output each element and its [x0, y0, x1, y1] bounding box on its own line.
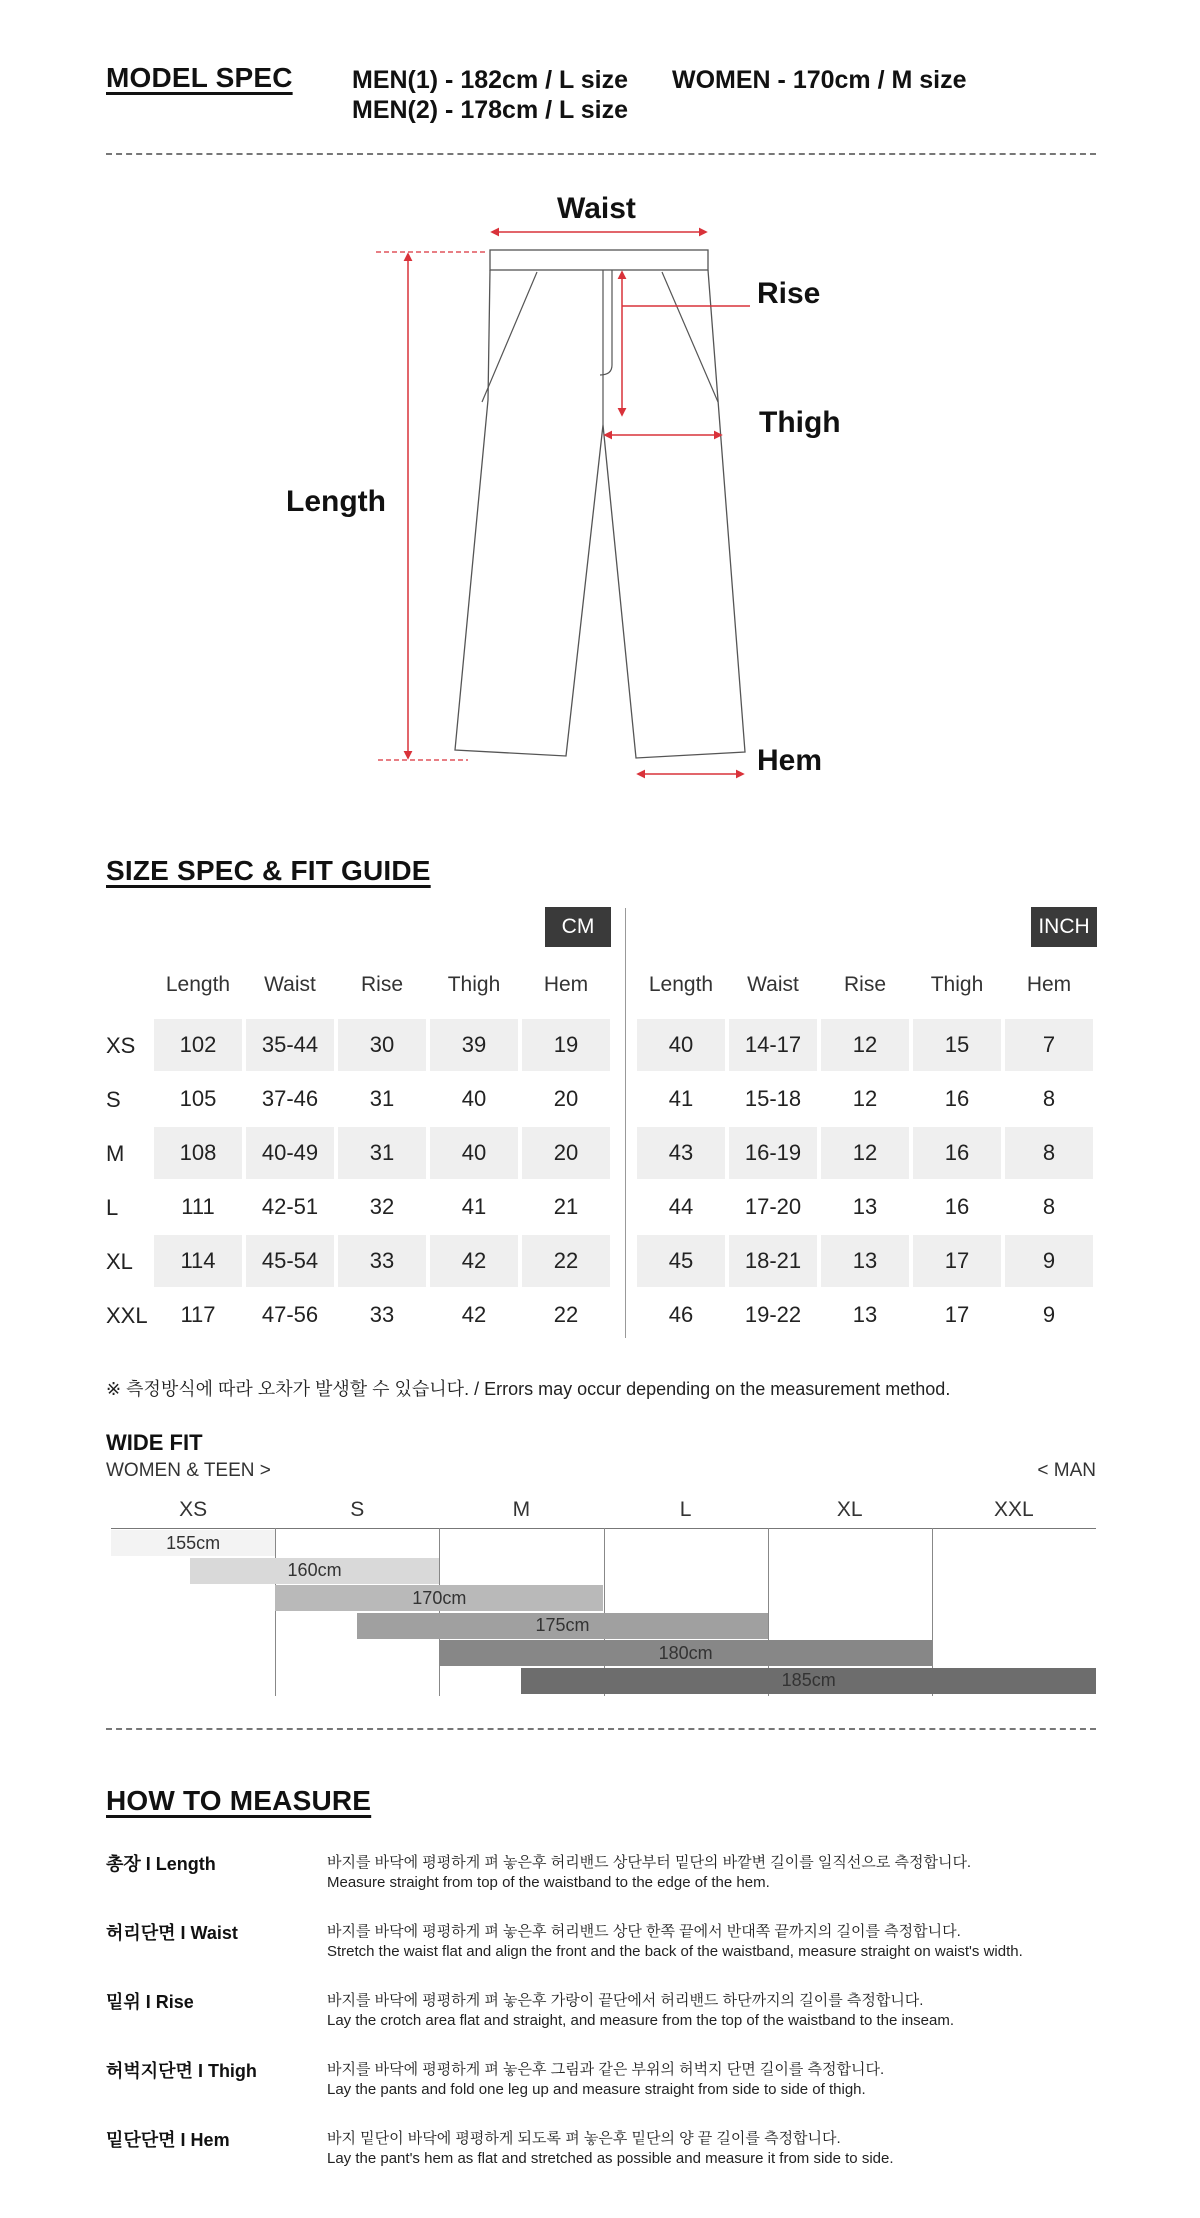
- cm-cell: 19: [522, 1019, 610, 1071]
- size-spec-title: SIZE SPEC & FIT GUIDE: [106, 855, 431, 886]
- cm-cell: 47-56: [261, 1302, 319, 1327]
- inch-cell: 46: [668, 1302, 694, 1327]
- inch-cell: 8: [1042, 1086, 1056, 1111]
- cm-cell: 39: [430, 1019, 518, 1071]
- cm-col-header: Length: [165, 973, 231, 996]
- cm-cell: 30: [338, 1019, 426, 1071]
- cm-cell: 117: [180, 1302, 216, 1327]
- wide-fit-bar: 170cm: [275, 1585, 603, 1611]
- size-row-label: XS: [106, 1033, 136, 1058]
- measure-desc-en: Measure straight from top of the waistband to the edge of the hem.: [327, 1874, 770, 1891]
- cm-cell: 102: [154, 1019, 242, 1071]
- diagram-label-length: Length: [286, 485, 386, 518]
- cm-cell: 31: [338, 1127, 426, 1179]
- inch-cell: 45: [637, 1235, 725, 1287]
- measurement-note: ※ 측정방식에 따라 오차가 발생할 수 있습니다. / Errors may occur depending on the measurement method.: [106, 1379, 951, 1399]
- cm-col-header: Waist: [264, 973, 316, 996]
- diagram-label-waist: Waist: [557, 192, 636, 225]
- cm-cell: 22: [522, 1235, 610, 1287]
- inch-badge: INCH: [1031, 907, 1097, 947]
- inch-cell: 8: [1042, 1194, 1056, 1219]
- inch-cell: 14-17: [729, 1019, 817, 1071]
- diagram-label-thigh: Thigh: [759, 406, 841, 439]
- measure-term: 밑위 I Rise: [106, 1992, 194, 2012]
- cm-cell: 40-49: [246, 1127, 334, 1179]
- cm-cell: 20: [522, 1127, 610, 1179]
- cm-cell: 42: [461, 1302, 487, 1327]
- inch-cell: 16: [913, 1127, 1001, 1179]
- cm-col-header: Hem: [543, 973, 589, 996]
- inch-cell: 13: [821, 1235, 909, 1287]
- cm-cell: 45-54: [246, 1235, 334, 1287]
- inch-cell: 13: [852, 1194, 878, 1219]
- measure-desc-ko: 바지를 바닥에 평평하게 펴 놓은후 허리밴드 상단부터 밑단의 바깥변 길이를 일직선으로 측정합니다.: [327, 1854, 972, 1871]
- cm-cell: 40: [430, 1127, 518, 1179]
- cm-cell: 42: [430, 1235, 518, 1287]
- inch-col-header: Hem: [1026, 973, 1072, 996]
- cm-cell: 33: [338, 1235, 426, 1287]
- cm-cell: 20: [553, 1086, 579, 1111]
- cm-cell: 21: [553, 1194, 579, 1219]
- size-row-label: XL: [106, 1249, 133, 1274]
- wide-fit-title: WIDE FIT: [106, 1430, 203, 1455]
- inch-cell: 8: [1005, 1127, 1093, 1179]
- inch-cell: 12: [821, 1019, 909, 1071]
- measure-desc-en: Lay the crotch area flat and straight, and measure from the top of the waistband to the inseam.: [327, 2012, 955, 2029]
- inch-cell: 17-20: [744, 1194, 802, 1219]
- cm-badge: CM: [545, 907, 611, 947]
- inch-cell: 13: [852, 1302, 878, 1327]
- model-spec-title: MODEL SPEC: [106, 62, 293, 93]
- wide-fit-left-label: WOMEN & TEEN >: [106, 1460, 271, 1481]
- inch-cell: 18-21: [729, 1235, 817, 1287]
- cm-col-header: Thigh: [447, 973, 501, 996]
- cm-cell: 42-51: [261, 1194, 319, 1219]
- cm-cell: 31: [369, 1086, 395, 1111]
- cm-cell: 114: [154, 1235, 242, 1287]
- inch-cell: 43: [637, 1127, 725, 1179]
- wide-fit-bar: 180cm: [439, 1640, 932, 1666]
- inch-cell: 7: [1005, 1019, 1093, 1071]
- wide-fit-size-label: L: [679, 1498, 692, 1521]
- wide-fit-gridline: [275, 1528, 276, 1696]
- pants-diagram: [0, 0, 1200, 820]
- size-row-label: XXL: [106, 1303, 148, 1328]
- inch-cell: 41: [668, 1086, 694, 1111]
- inch-col-header: Waist: [747, 973, 799, 996]
- diagram-label-hem: Hem: [757, 744, 823, 777]
- cm-cell: 22: [553, 1302, 579, 1327]
- inch-col-header: Length: [648, 973, 714, 996]
- size-row-label: M: [106, 1141, 125, 1166]
- wide-fit-size-label: XS: [179, 1498, 208, 1521]
- how-to-measure-title: HOW TO MEASURE: [106, 1785, 372, 1816]
- inch-cell: 44: [668, 1194, 694, 1219]
- inch-cell: 16-19: [729, 1127, 817, 1179]
- wide-fit-size-label: XXL: [994, 1498, 1034, 1521]
- inch-cell: 9: [1042, 1302, 1056, 1327]
- cm-cell: 108: [154, 1127, 242, 1179]
- cm-cell: 111: [181, 1194, 215, 1219]
- inch-cell: 16: [944, 1194, 970, 1219]
- cm-cell: 33: [369, 1302, 395, 1327]
- size-row-label: S: [106, 1087, 121, 1112]
- inch-cell: 19-22: [744, 1302, 802, 1327]
- inch-col-header: Thigh: [930, 973, 984, 996]
- cm-cell: 32: [369, 1194, 395, 1219]
- measure-desc-ko: 바지 밑단이 바닥에 평평하게 되도록 펴 놓은후 밑단의 양 끝 길이를 측정합니다.: [327, 2130, 841, 2147]
- cm-cell: 37-46: [261, 1086, 319, 1111]
- measure-desc-en: Stretch the waist flat and align the front and the back of the waistband, measure straight on waist's width.: [327, 1943, 1023, 1960]
- inch-cell: 40: [637, 1019, 725, 1071]
- cm-col-header: Rise: [360, 973, 403, 996]
- model-spec-men1: MEN(1) - 182cm / L size: [352, 66, 629, 94]
- inch-cell: 15-18: [744, 1086, 802, 1111]
- diagram-label-rise: Rise: [757, 277, 821, 310]
- table-divider: [625, 908, 626, 1338]
- divider: [106, 1728, 1096, 1730]
- cm-cell: 35-44: [246, 1019, 334, 1071]
- inch-cell: 12: [852, 1086, 878, 1111]
- inch-cell: 15: [913, 1019, 1001, 1071]
- measure-desc-ko: 바지를 바닥에 평평하게 펴 놓은후 가랑이 끝단에서 허리밴드 하단까지의 길이를 측정합니다.: [327, 1992, 924, 2009]
- inch-cell: 16: [944, 1086, 970, 1111]
- wide-fit-bar: 160cm: [190, 1558, 440, 1584]
- measure-desc-en: Lay the pants and fold one leg up and measure straight from side to side of thigh.: [327, 2081, 866, 2098]
- cm-cell: 40: [461, 1086, 487, 1111]
- wide-fit-size-label: S: [350, 1498, 365, 1521]
- inch-col-header: Rise: [843, 973, 886, 996]
- model-spec-men2: MEN(2) - 178cm / L size: [352, 96, 629, 124]
- wide-fit-right-label: < MAN: [1037, 1460, 1096, 1481]
- model-spec-women: WOMEN - 170cm / M size: [672, 66, 967, 94]
- cm-cell: 105: [179, 1086, 217, 1111]
- wide-fit-bar: 175cm: [357, 1613, 767, 1639]
- cm-cell: 41: [461, 1194, 487, 1219]
- measure-term: 허리단면 I Waist: [106, 1923, 238, 1943]
- inch-cell: 9: [1005, 1235, 1093, 1287]
- measure-term: 총장 I Length: [106, 1854, 216, 1874]
- measure-desc-ko: 바지를 바닥에 평평하게 펴 놓은후 허리밴드 상단 한쪽 끝에서 반대쪽 끝까지의 길이를 측정합니다.: [327, 1923, 961, 1940]
- measure-term: 허벅지단면 I Thigh: [106, 2061, 257, 2081]
- measure-desc-ko: 바지를 바닥에 평평하게 펴 놓은후 그림과 같은 부위의 허벅지 단면 길이를 측정합니다.: [327, 2061, 885, 2078]
- wide-fit-size-label: M: [512, 1498, 531, 1521]
- size-row-label: L: [106, 1195, 119, 1220]
- wide-fit-bar: 185cm: [521, 1668, 1096, 1694]
- inch-cell: 12: [821, 1127, 909, 1179]
- inch-cell: 17: [913, 1235, 1001, 1287]
- wide-fit-bar: 155cm: [111, 1530, 275, 1556]
- measure-term: 밑단단면 I Hem: [106, 2130, 230, 2150]
- measure-desc-en: Lay the pant's hem as flat and stretched as possible and measure it from side to side.: [327, 2150, 894, 2167]
- inch-cell: 17: [944, 1302, 970, 1327]
- wide-fit-size-label: XL: [836, 1498, 863, 1521]
